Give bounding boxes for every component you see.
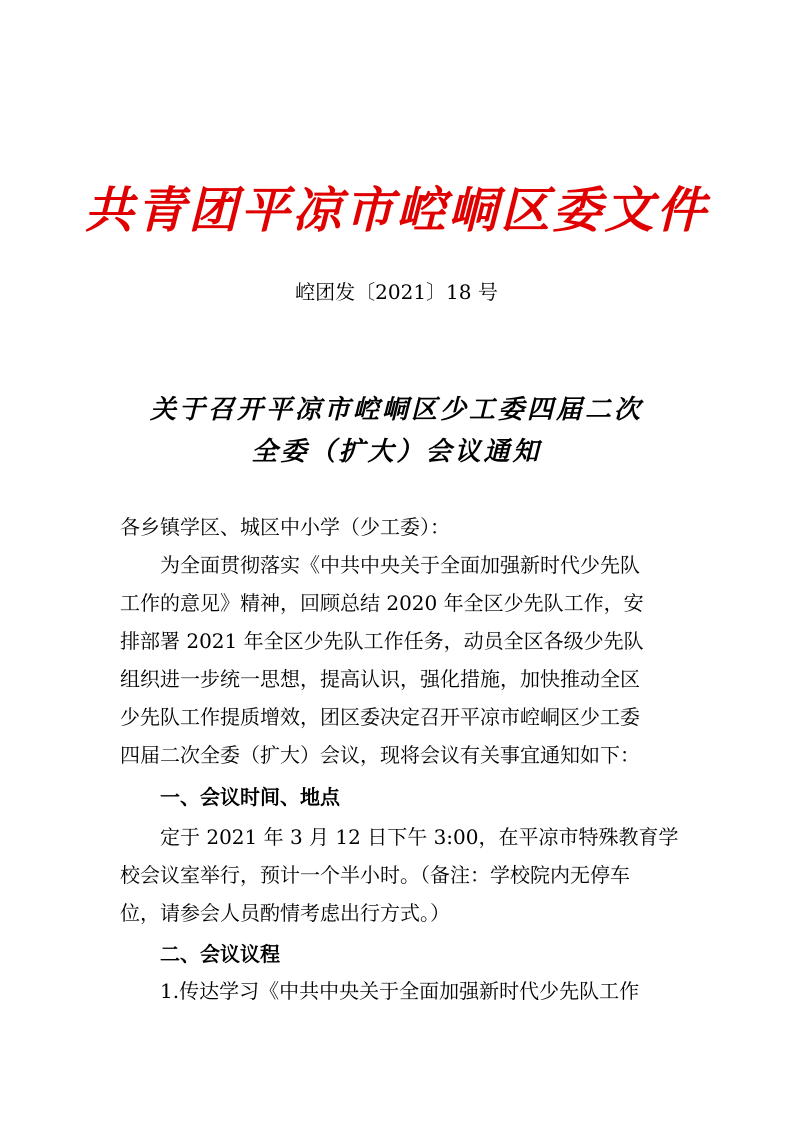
paragraph-line: 排部署 2021 年全区少先队工作任务，动员全区各级少先队 (120, 629, 644, 653)
paragraph-line: 少先队工作提质增效，团区委决定召开平凉市崆峒区少工委 (120, 705, 640, 729)
paragraph-line: 校会议室举行，预计一个半小时。（备注：学校院内无停车 (120, 863, 630, 887)
paragraph-line: 组织进一步统一思想，提高认识，强化措施，加快推动全区 (120, 667, 640, 691)
document-header-title: 共青团平凉市崆峒区委文件 (84, 182, 709, 239)
notice-title-line-1: 关于召开平凉市崆峒区少工委四届二次 (149, 395, 643, 425)
agenda-item-1: 1.传达学习《中共中央关于全面加强新时代少先队工作 (160, 979, 640, 1003)
paragraph-line: 工作的意见》精神，回顾总结 2020 年全区少先队工作，安 (120, 591, 644, 615)
paragraph-line: 四届二次全委（扩大）会议，现将会议有关事宜通知如下： (120, 743, 640, 767)
section-heading-agenda: 二、会议议程 (160, 942, 280, 966)
paragraph-line: 定于 2021 年 3 月 12 日下午 3:00，在平凉市特殊教育学 (160, 825, 679, 849)
section-heading-time-place: 一、会议时间、地点 (160, 785, 340, 809)
salutation: 各乡镇学区、城区中小学（少工委）： (120, 515, 450, 539)
paragraph-line: 为全面贯彻落实《中共中央关于全面加强新时代少先队 (160, 553, 640, 577)
document-number: 崆团发〔2021〕18 号 (295, 280, 498, 304)
notice-title-line-2: 全委（扩大）会议通知 (251, 437, 542, 467)
paragraph-line: 位，请参会人员酌情考虑出行方式。） (120, 901, 450, 925)
